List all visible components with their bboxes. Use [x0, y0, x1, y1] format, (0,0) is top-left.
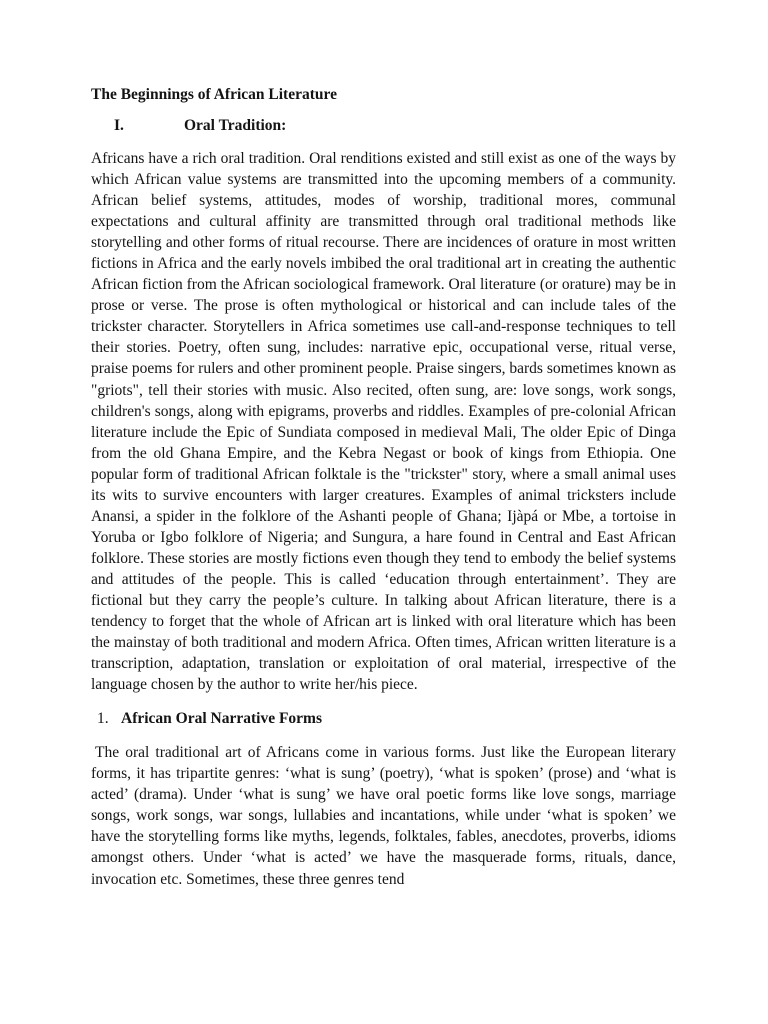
- document-page: [91, 84, 676, 903]
- section-title: Oral Tradition:: [184, 117, 287, 134]
- paragraph-narrative-forms: The oral traditional art of Africans come in various forms. Just like the European literary forms, it has tripartite genres: ‘what is sung’ (poetry), ‘what is spoken’ (prose) and ‘what is acted’ (drama). Under ‘what is sung’ we have oral poetic forms like love songs, marriage songs, work songs, war songs, lullabies and incantations, while under ‘what is spoken’ we have the storytelling forms like myths, legends, folktales, fables, anecdotes, proverbs, idioms amongst others. Under ‘what is acted’ we have the masquerade forms, rituals, dance, invocation etc. Sometimes, these three genres tend: [91, 744, 676, 888]
- document-title: The Beginnings of African Literature: [91, 86, 337, 103]
- subsection-number: 1.: [97, 710, 109, 728]
- subsection-heading: [91, 708, 676, 729]
- section-heading: [91, 115, 676, 136]
- section-number: I.: [114, 117, 124, 134]
- paragraph-oral-tradition: Africans have a rich oral tradition. Oral renditions existed and still exist as one of the ways by which African value systems are transmitted into the upcoming members of a community. African belief systems, attitudes, modes of worship, traditional mores, communal expectations and cultural affinity are transmitted through oral traditional methods like storytelling and other forms of ritual recourse. There are incidences of orature in most written fictions in Africa and the early novels imbibed the oral traditional art in creating the authentic African fiction from the African sociological framework. Oral literature (or orature) may be in prose or verse. The prose is often mythological or historical and can include tales of the trickster character. Storytellers in Africa sometimes use call-and-response techniques to tell their stories. Poetry, often sung, includes: narrative epic, occupational verse, ritual verse, praise poems for rulers and other prominent people. Praise singers, bards sometimes known as "griots", tell their stories with music. Also recited, often sung, are: love songs, work songs, children's songs, along with epigrams, proverbs and riddles. Examples of pre-colonial African literature include the Epic of Sundiata composed in medieval Mali, The older Epic of Dinga from the old Ghana Empire, and the Kebra Negast or book of kings from Ethiopia. One popular form of traditional African folktale is the "trickster" story, where a small animal uses its wits to survive encounters with larger creatures. Examples of animal tricksters include Anansi, a spider in the folklore of the Ashanti people of Ghana; Ijàpá or Mbe, a tortoise in Yoruba or Igbo folklore of Nigeria; and Sungura, a hare found in Central and East African folklore. These stories are mostly fictions even though they tend to embody the belief systems and attitudes of the people. This is called ‘education through entertainment’. They are fictional but they carry the people’s culture. In talking about African literature, there is a tendency to forget that the whole of African art is linked with oral literature which has been the mainstay of both traditional and modern Africa. Often times, African written literature is a transcription, adaptation, translation or exploitation of oral material, irrespective of the language chosen by the author to write her/his piece.: [91, 150, 676, 694]
- subsection-title: African Oral Narrative Forms: [121, 710, 323, 728]
